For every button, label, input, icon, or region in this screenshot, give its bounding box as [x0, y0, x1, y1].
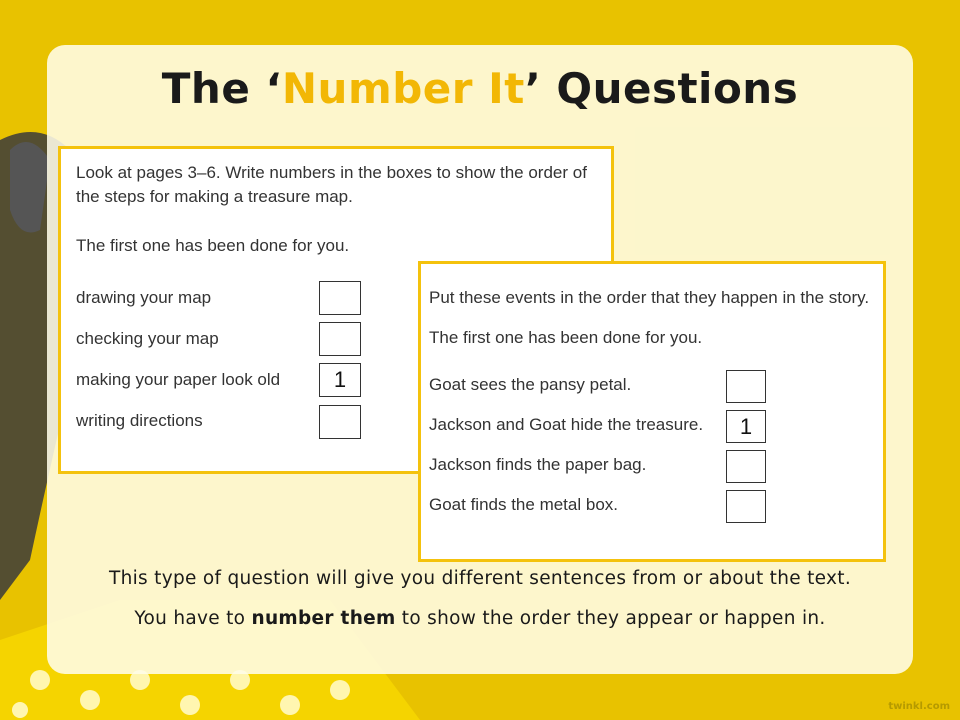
card2-note: The first one has been done for you. [429, 328, 703, 347]
title-accent: Number It [281, 64, 525, 113]
answer-box[interactable] [319, 281, 361, 315]
card1-instruction-line1: Look at pages 3–6. Write numbers in the boxes to show the order of [76, 163, 587, 182]
answer-box[interactable]: 1 [319, 363, 361, 397]
card2-item-label: Goat sees the pansy petal. [429, 375, 632, 394]
question-card-story-order [418, 261, 886, 562]
card2-item-label: Jackson and Goat hide the treasure. [429, 415, 704, 434]
answer-box[interactable] [726, 370, 766, 403]
answer-box[interactable] [319, 405, 361, 439]
card1-note: The first one has been done for you. [76, 236, 350, 255]
card1-item-label: writing directions [76, 411, 203, 430]
card1-item-label: making your paper look old [76, 370, 281, 389]
answer-box[interactable] [319, 322, 361, 356]
answer-box[interactable] [726, 450, 766, 483]
card2-item-label: Jackson finds the paper bag. [429, 455, 647, 474]
page-title: The ‘Number It’ Questions [161, 64, 799, 113]
card1-instruction-line2: the steps for making a treasure map. [76, 187, 353, 206]
card1-item-label: drawing your map [76, 288, 212, 307]
explanation-line2: You have to number them to show the order they appear or happen in. [134, 608, 826, 629]
card2-instruction: Put these events in the order that they happen in the story. [429, 288, 870, 307]
brand-watermark: twinkl.com [888, 701, 950, 712]
answer-box[interactable] [726, 490, 766, 523]
card1-item-label: checking your map [76, 329, 219, 348]
card2-item-label: Goat finds the metal box. [429, 495, 618, 514]
explanation-line1: This type of question will give you different sentences from or about the text. [108, 568, 852, 589]
emphasis-text: number them [251, 608, 396, 629]
answer-box[interactable]: 1 [726, 410, 766, 443]
